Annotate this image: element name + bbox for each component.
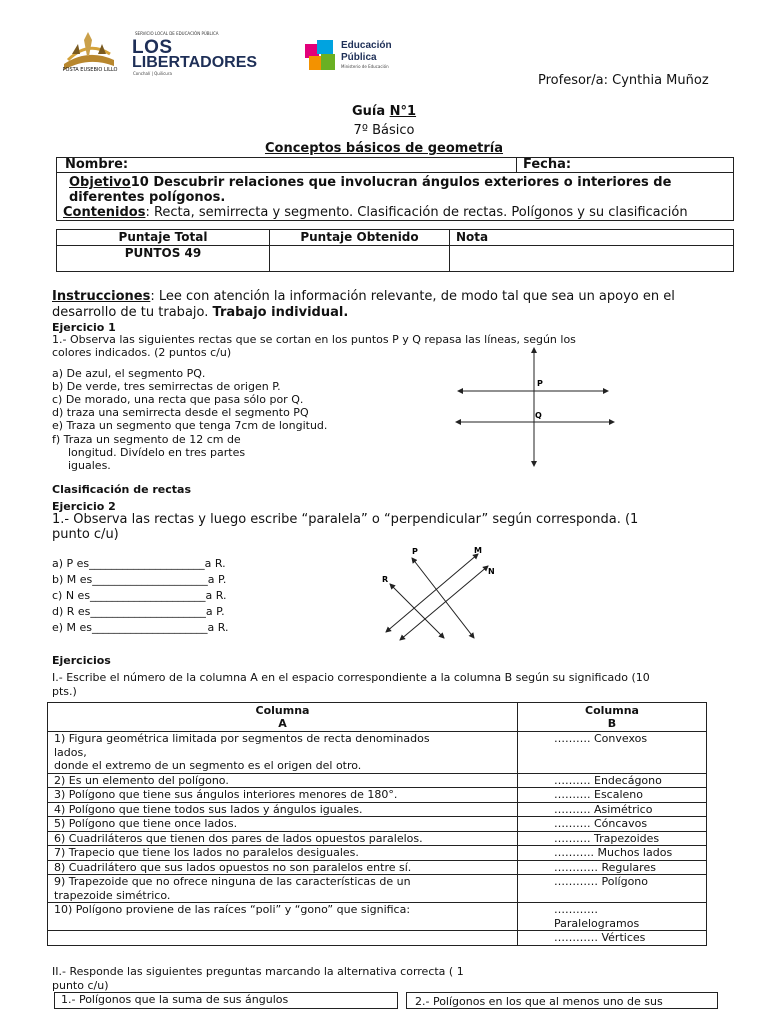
ejercicio1-item-f-cont2: iguales.: [68, 459, 111, 472]
col-b-text: ………. Asimétrico: [554, 802, 653, 816]
col-b-text: ………… Vértices: [554, 931, 646, 944]
col-a-text: [54, 931, 511, 945]
col-b-header-line1: Columna: [585, 704, 639, 717]
section2-prompt: [52, 965, 464, 993]
col-a-text: 3) Polígono que tiene sus ángulos interiores menores de 180°.: [54, 788, 398, 801]
instructions: [52, 289, 720, 321]
col-b-cell[interactable]: [518, 860, 707, 875]
col-b-text: ………… Regulares: [554, 860, 656, 874]
ejercicio1-title: Ejercicio 1: [52, 321, 116, 334]
col-b-text: ………. Convexos: [554, 732, 648, 745]
nota-header: Nota: [450, 230, 734, 246]
question-gap: [398, 993, 407, 1009]
guide-number: N°1: [389, 104, 417, 119]
col-a-cell: [48, 846, 518, 861]
ejercicio2-prompt-line1: 1.- Observa las rectas y luego escribe “paralela” o “perpendicular” según corresponda. (1: [52, 512, 639, 527]
col-a-text: 5) Polígono que tiene once lados.: [54, 817, 238, 830]
table-row: [48, 903, 707, 931]
col-b-text: ……….. Muchos lados: [554, 846, 673, 859]
slep-logo-caption: SERVICIO LOCAL DE EDUCACIÓN PÚBLICA: [135, 31, 219, 36]
ejercicio2-item-a[interactable]: a) P es_____________________a R.: [52, 557, 226, 570]
col-b-text: ………. Cóncavos: [554, 817, 648, 830]
objetivo-label: Objetivo: [69, 175, 131, 190]
col-b-text: …………: [554, 903, 598, 916]
table-row: [48, 831, 707, 846]
ejercicio1-item-f: f) Traza un segmento de 12 cm de: [52, 433, 241, 446]
col-a-cell: [48, 817, 518, 832]
col-b-cell[interactable]: [518, 846, 707, 861]
col-a-cell: [48, 931, 518, 946]
col-b-text: ………. Trapezoides: [554, 831, 660, 845]
instructions-label: Instrucciones: [52, 289, 151, 304]
col-a-text: 6) Cuadriláteros que tienen dos pares de lados opuestos paralelos.: [54, 831, 423, 845]
objetivo-cell: [57, 173, 734, 221]
table-row: [48, 773, 707, 788]
col-a-text: lados,: [54, 745, 87, 759]
ejercicios-prompt-line1: I.- Escribe el número de la columna A en el espacio correspondiente a la columna B según su significado (10: [52, 671, 650, 684]
instructions-body: : Lee con atención la información relevante, de modo tal que sea un apoyo en el desarrollo de tu trabajo.: [52, 289, 675, 320]
fecha-field[interactable]: [517, 158, 734, 173]
col-b-cell[interactable]: [518, 732, 707, 774]
col-a-text: 10) Polígono proviene de las raíces “poli” y “gono” que significa:: [54, 903, 411, 916]
col-a-cell: [48, 831, 518, 846]
section2-questions: [54, 992, 718, 1009]
educacion-logo-subtitle: Ministerio de Educación: [341, 64, 389, 69]
slep-logo-line2: LIBERTADORES: [132, 54, 258, 71]
matching-table: [47, 702, 707, 946]
fecha-label: Fecha:: [523, 157, 572, 172]
col-b-cell[interactable]: [518, 875, 707, 903]
col-a-text: 9) Trapezoide que no ofrece ninguna de las características de un: [54, 875, 411, 888]
line-p-label: P: [412, 547, 418, 556]
col-a-cell: [48, 732, 518, 774]
ejercicio1-prompt-line2: colores indicados. (2 puntos c/u): [52, 346, 232, 359]
instructions-bold: Trabajo individual.: [212, 305, 349, 320]
puntaje-obtenido-header: Puntaje Obtenido: [270, 230, 450, 246]
col-a-header: [48, 703, 518, 732]
line-n-label: N: [488, 567, 495, 576]
ejercicio2-prompt-line2: punto c/u): [52, 527, 119, 542]
pq-lines-figure: [450, 344, 620, 470]
score-table: [56, 229, 734, 272]
col-b-cell[interactable]: [518, 831, 707, 846]
nombre-label: Nombre:: [65, 157, 129, 172]
educacion-logo-line2: Pública: [341, 52, 377, 63]
ejercicio2-item-c[interactable]: c) N es_____________________a R.: [52, 589, 227, 602]
ejercicios-prompt-line2: pts.): [52, 685, 77, 698]
col-b-text: ………. Escaleno: [554, 788, 643, 801]
table-row: [48, 732, 707, 774]
line-m-label: M: [474, 546, 482, 555]
table-row: [48, 931, 707, 946]
col-a-text: 1) Figura geométrica limitada por segmentos de recta denominados: [54, 732, 430, 745]
col-a-cell: [48, 788, 518, 803]
ejercicio2-item-d[interactable]: d) R es_____________________a P.: [52, 605, 225, 618]
col-a-header-line2: A: [278, 717, 287, 730]
section2-prompt-line2: punto c/u): [52, 979, 109, 992]
slep-logo-subtitle: Conchalí | Quilicura: [133, 71, 172, 76]
ejercicios-title: Ejercicios: [52, 654, 111, 667]
ejercicio1-items: [52, 367, 327, 472]
teacher-name: Profesor/a: Cynthia Muñoz: [538, 73, 709, 88]
section2-prompt-line1: II.- Responde las siguientes preguntas marcando la alternativa correcta ( 1: [52, 965, 464, 978]
pmnr-lines-figure: [378, 542, 506, 642]
col-b-cell[interactable]: [518, 802, 707, 817]
col-a-cell: [48, 903, 518, 931]
col-b-header-line2: B: [607, 717, 617, 730]
line-n: [400, 566, 488, 640]
ejercicio1-item-b: b) De verde, tres semirrectas de origen P.: [52, 380, 281, 393]
col-b-cell[interactable]: [518, 903, 707, 931]
contenidos-label: Contenidos: [63, 205, 146, 220]
subject-title: Conceptos básicos de geometría: [264, 141, 504, 156]
col-b-cell[interactable]: [518, 931, 707, 946]
educacion-logo-line1: Educación: [341, 40, 392, 51]
col-b-text: Paralelogramos: [554, 916, 640, 930]
line-r: [390, 584, 444, 638]
slep-logo-line1: LOS: [132, 37, 173, 58]
nota-field[interactable]: [450, 246, 734, 272]
col-a-text: 2) Es un elemento del polígono.: [54, 773, 229, 787]
col-a-text: trapezoide simétrico.: [54, 888, 171, 902]
clasificacion-title: Clasificación de rectas: [52, 483, 191, 496]
col-a-text: 8) Cuadrilátero que sus lados opuestos no son paralelos entre sí.: [54, 860, 412, 874]
grade-label: 7º Básico: [353, 123, 415, 138]
ejercicio1-item-c: c) De morado, una recta que pasa sólo por Q.: [52, 393, 304, 406]
ejercicio1-item-a: a) De azul, el segmento PQ.: [52, 367, 206, 380]
col-a-text: donde el extremo de un segmento es el origen del otro.: [54, 759, 362, 772]
ejercicio2-item-e[interactable]: e) M es_____________________a R.: [52, 621, 229, 634]
line-p: [412, 558, 474, 638]
table-row: [48, 846, 707, 861]
objetivo-body: 10 Descubrir relaciones que involucran ángulos exteriores o interiores de diferentes polígonos.: [69, 175, 672, 205]
ejercicio1-item-d: d) traza una semirrecta desde el segmento PQ: [52, 406, 309, 419]
col-a-cell: [48, 802, 518, 817]
info-table: [56, 157, 734, 221]
col-a-cell: [48, 860, 518, 875]
puntaje-obtenido-field[interactable]: [270, 246, 450, 272]
line-m: [386, 554, 478, 632]
school-logo-caption: POSTA EUSEBIO LILLO: [62, 67, 118, 73]
educacion-publica-logo-icon: [303, 38, 339, 74]
col-b-text: ………. Endecágono: [554, 773, 662, 787]
col-a-text: 7) Trapecio que tiene los lados no paralelos desiguales.: [54, 846, 359, 859]
contenidos-text: [63, 205, 727, 220]
ejercicio1-prompt-line1: 1.- Observa las siguientes rectas que se cortan en los puntos P y Q repasa las líneas, según los: [52, 333, 576, 346]
table-row: [48, 802, 707, 817]
guide-prefix: Guía: [351, 104, 390, 119]
col-b-header: [518, 703, 707, 732]
point-p-label: P: [537, 379, 543, 388]
ejercicio2-title: Ejercicio 2: [52, 500, 116, 513]
col-b-cell[interactable]: [518, 788, 707, 803]
col-a-header-line1: Columna: [255, 704, 310, 717]
col-b-text: ………… Polígono: [554, 875, 648, 888]
ejercicio2-items: [52, 556, 229, 636]
table-row: [48, 788, 707, 803]
ejercicio2-prompt: [52, 512, 638, 542]
col-a-cell: [48, 773, 518, 788]
table-row: [48, 875, 707, 903]
ejercicios-prompt: [52, 671, 650, 699]
table-row: [48, 860, 707, 875]
col-b-cell[interactable]: [518, 773, 707, 788]
puntaje-total-value: PUNTOS 49: [57, 246, 270, 272]
objetivo-text: [69, 175, 727, 205]
question-1: 1.- Polígonos que la suma de sus ángulos: [55, 993, 398, 1009]
puntaje-total-header: Puntaje Total: [57, 230, 270, 246]
col-b-cell[interactable]: [518, 817, 707, 832]
table-row: [48, 817, 707, 832]
point-q-label: Q: [535, 411, 542, 420]
ejercicio1-item-f-cont1: longitud. Divídelo en tres partes: [68, 446, 246, 459]
question-2: 2.- Polígonos en los que al menos uno de sus: [407, 993, 718, 1009]
line-r-label: R: [382, 575, 389, 584]
ejercicio1-item-e: e) Traza un segmento que tenga 7cm de longitud.: [52, 419, 328, 432]
nombre-field[interactable]: [57, 158, 517, 173]
guide-title: [0, 104, 768, 119]
contenidos-body: : Recta, semirrecta y segmento. Clasificación de rectas. Polígonos y su clasificación: [145, 205, 688, 220]
col-a-cell: [48, 875, 518, 903]
ejercicio2-item-b[interactable]: b) M es_____________________a P.: [52, 573, 227, 586]
col-a-text: 4) Polígono que tiene todos sus lados y ángulos iguales.: [54, 802, 363, 816]
